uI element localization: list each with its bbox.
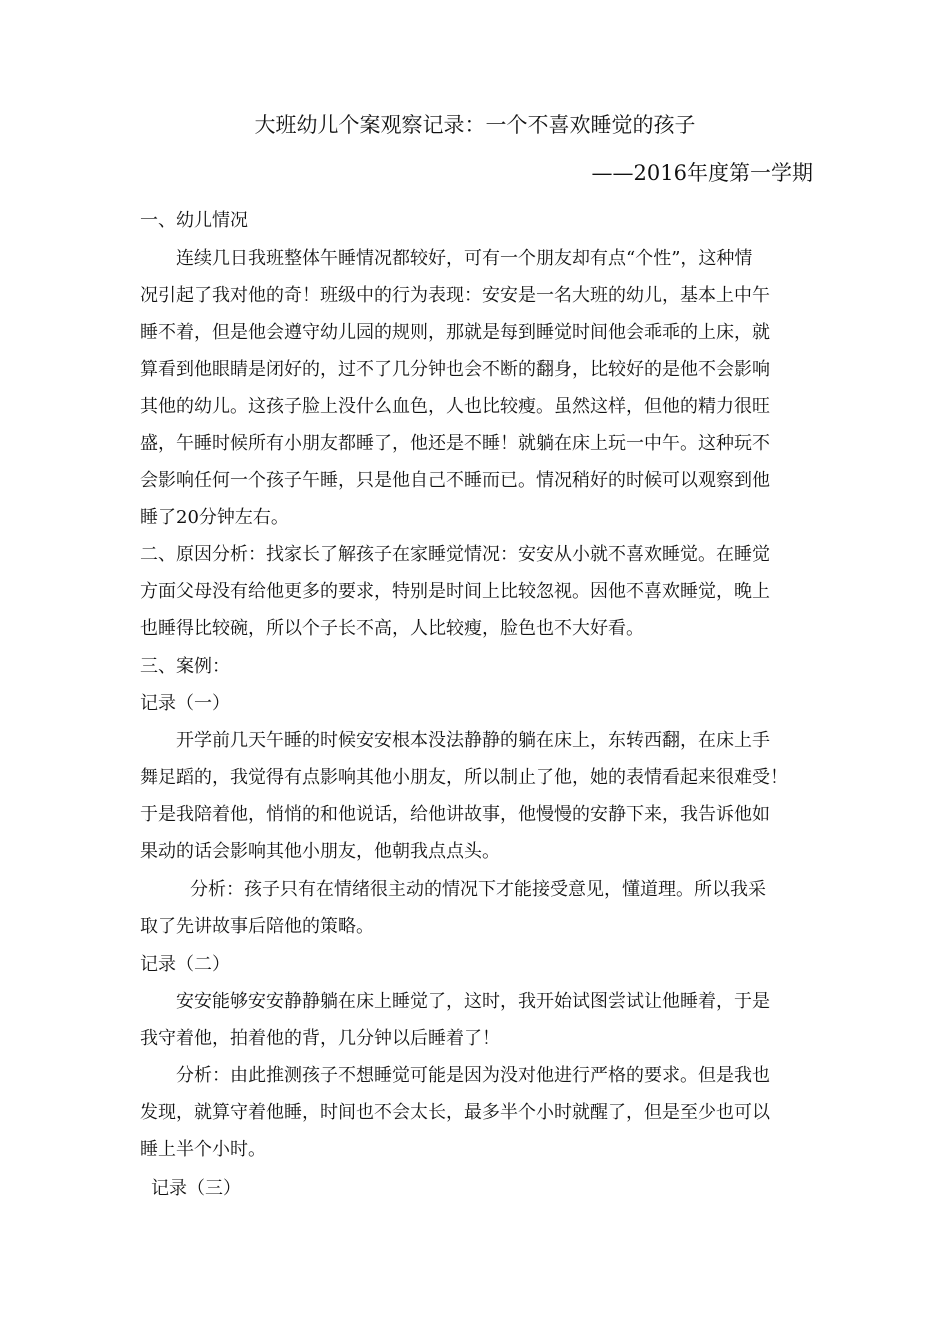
- section-heading-cases: 三、案例：: [140, 656, 230, 677]
- paragraph-line: 睡了20分钟左右。: [140, 507, 289, 528]
- paragraph-line: 安安能够安安静静躺在床上睡觉了，这时，我开始试图尝试让他睡着，于是: [176, 991, 770, 1012]
- section-heading-cause-analysis: 二、原因分析：找家长了解孩子在家睡觉情况：安安从小就不喜欢睡觉。在睡觉: [140, 544, 770, 565]
- paragraph-line: 舞足蹈的，我觉得有点影响其他小朋友，所以制止了他，她的表情看起来很难受！: [140, 767, 788, 788]
- record-heading-1: 记录（一）: [140, 693, 230, 714]
- paragraph-line: 况引起了我对他的奇！班级中的行为表现：安安是一名大班的幼儿，基本上中午: [140, 285, 770, 306]
- paragraph-line: 果动的话会影响其他小朋友，他朝我点点头。: [140, 841, 500, 862]
- section-heading-child-situation: 一、幼儿情况: [140, 210, 248, 231]
- paragraph-line: 开学前几天午睡的时候安安根本没法静静的躺在床上，东转西翻，在床上手: [176, 730, 770, 751]
- paragraph-line: 盛，午睡时候所有小朋友都睡了，他还是不睡！就躺在床上玩一中午。这种玩不: [140, 433, 770, 454]
- paragraph-line: 会影响任何一个孩子午睡，只是他自己不睡而已。情况稍好的时候可以观察到他: [140, 470, 770, 491]
- analysis-line: 发现，就算守着他睡，时间也不会太长，最多半个小时就醒了，但是至少也可以: [140, 1102, 770, 1123]
- analysis-line: 取了先讲故事后陪他的策略。: [140, 916, 374, 937]
- paragraph-line: 我守着他，拍着他的背，几分钟以后睡着了！: [140, 1028, 500, 1049]
- document-subtitle: ——2016年度第一学期: [591, 161, 813, 185]
- record-heading-3: 记录（三）: [151, 1178, 241, 1199]
- analysis-line: 分析：孩子只有在情绪很主动的情况下才能接受意见，懂道理。所以我采: [190, 879, 766, 900]
- paragraph-line: 于是我陪着他，悄悄的和他说话，给他讲故事，他慢慢的安静下来，我告诉他如: [140, 804, 770, 825]
- paragraph-line: 连续几日我班整体午睡情况都较好，可有一个朋友却有点“个性”，这种情: [176, 248, 753, 269]
- document-title: 大班幼儿个案观察记录：一个不喜欢睡觉的孩子: [254, 113, 696, 137]
- analysis-line: 分析：由此推测孩子不想睡觉可能是因为没对他进行严格的要求。但是我也: [176, 1065, 770, 1086]
- paragraph-line: 其他的幼儿。这孩子脸上没什么血色，人也比较瘦。虽然这样，但他的精力很旺: [140, 396, 770, 417]
- paragraph-line: 也睡得比较碗，所以个子长不高，人比较瘦，脸色也不大好看。: [140, 618, 644, 639]
- paragraph-line: 方面父母没有给他更多的要求，特别是时间上比较忽视。因他不喜欢睡觉，晚上: [140, 581, 770, 602]
- paragraph-line: 算看到他眼睛是闭好的，过不了几分钟也会不断的翻身，比较好的是他不会影响: [140, 359, 770, 380]
- analysis-line: 睡上半个小时。: [140, 1139, 266, 1160]
- paragraph-line: 睡不着，但是他会遵守幼儿园的规则，那就是每到睡觉时间他会乖乖的上床，就: [140, 322, 770, 343]
- record-heading-2: 记录（二）: [140, 954, 230, 975]
